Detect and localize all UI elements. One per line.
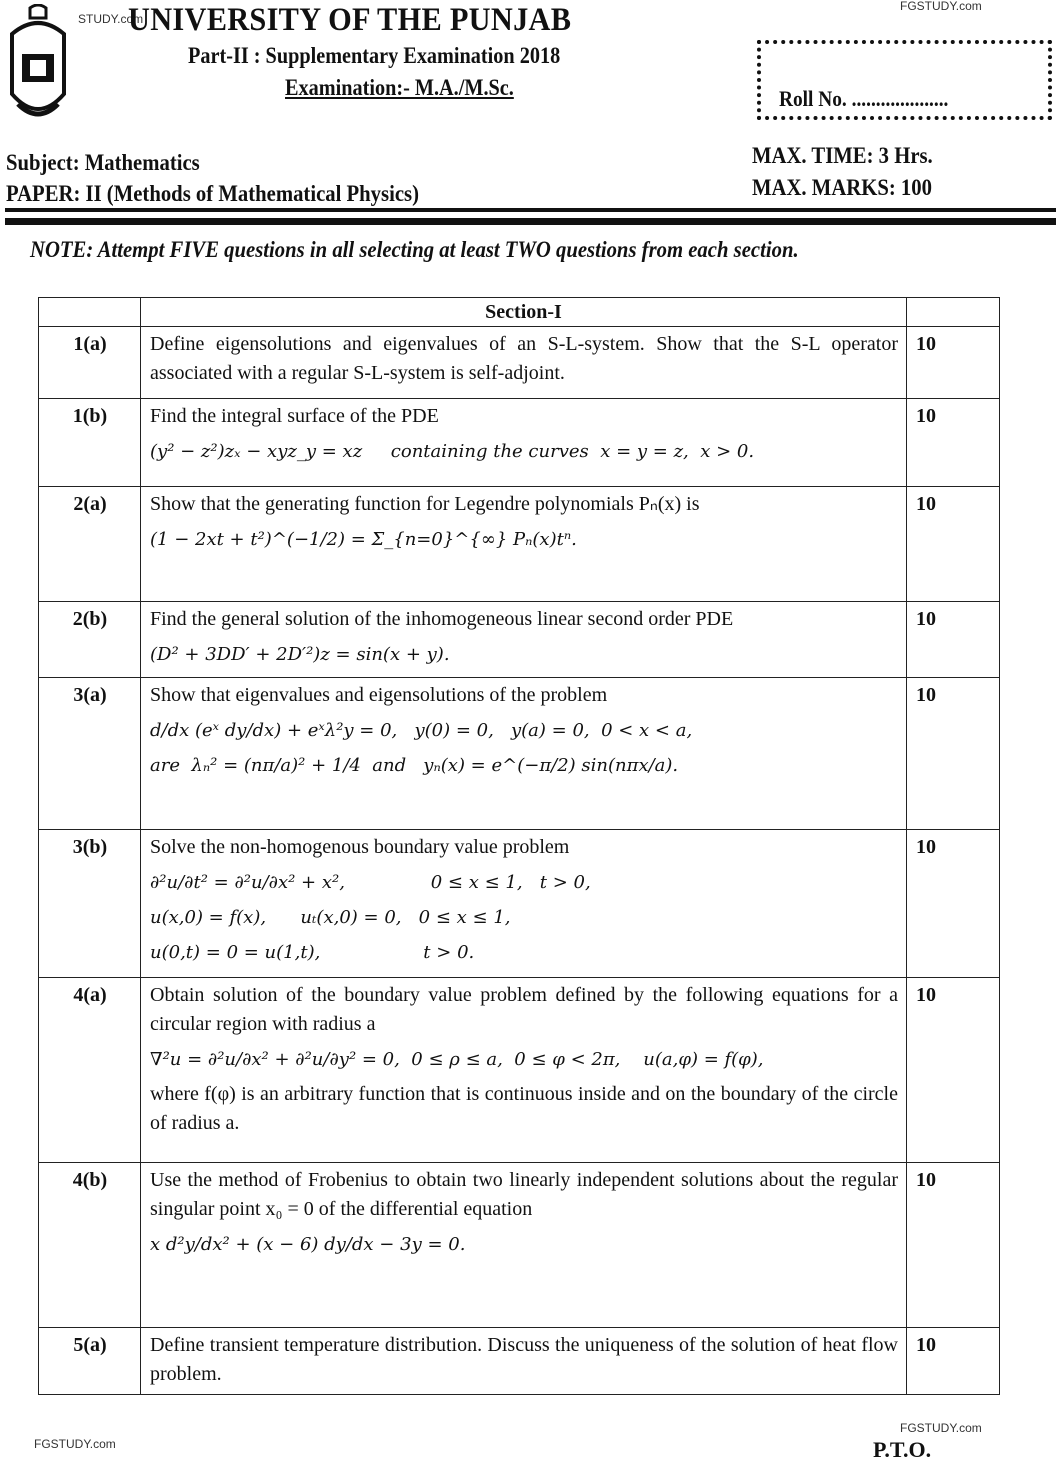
question-text [141,487,907,602]
question-number: 1(a) [39,327,141,399]
marks: 10 [907,1328,1000,1395]
university-title: UNIVERSITY OF THE PUNJAB [128,2,572,38]
marks: 10 [907,830,1000,978]
question-number: 2(b) [39,602,141,678]
question-number: 3(b) [39,830,141,978]
equation: ∂²u/∂t² = ∂²u/∂x² + x², 0 ≤ x ≤ 1, t > 0, [150,872,591,893]
divider [5,218,1056,225]
question-row [39,830,1000,978]
question-text [141,602,907,678]
question-number: 4(b) [39,1163,141,1328]
equation: u(x,0) = f(x), uₜ(x,0) = 0, 0 ≤ x ≤ 1, [150,907,511,928]
question-row [39,487,1000,602]
paper-title: PAPER: II (Methods of Mathematical Physics) [6,181,419,206]
divider [5,208,1056,212]
max-time: MAX. TIME: 3 Hrs. [752,143,933,168]
subject: Subject: Mathematics [6,150,200,175]
instructions-note: NOTE: Attempt FIVE questions in all selecting at least TWO questions from each section. [30,237,799,262]
question-number: 3(a) [39,678,141,830]
text-line: where f(φ) is an arbitrary function that is continuous inside and on the boundary of the circle of radius a. [150,1083,898,1134]
question-text [141,399,907,487]
text-line: Use the method of Frobenius to obtain two linearly independent solutions about the regular singular point x₀ = 0 of the differential equation [150,1169,898,1220]
equation: x d²y/dx² + (x − 6) dy/dx − 3y = 0. [150,1234,466,1255]
question-row [39,602,1000,678]
university-crest-logo [4,4,72,144]
equation: ∇²u = ∂²u/∂x² + ∂²u/∂y² = 0, 0 ≤ ρ ≤ a, 0 ≤ φ < 2π, u(a,φ) = f(φ), [150,1049,764,1070]
roll-number-field: Roll No. .................... [779,86,949,111]
equation: (1 − 2xt + t²)^(−1/2) = Σ_{n=0}^{∞} Pₙ(x)tⁿ. [150,529,577,550]
question-text [141,1328,907,1395]
questions-table [38,297,1000,1395]
watermark: STUDY.com [78,12,144,26]
marks: 10 [907,678,1000,830]
question-text [141,978,907,1163]
question-row [39,1328,1000,1395]
text-line: Solve the non-homogenous boundary value problem [150,836,570,858]
examination-name: Examination:- M.A./M.Sc. [285,75,514,100]
marks: 10 [907,487,1000,602]
max-marks: MAX. MARKS: 100 [752,175,932,200]
text-line: Show that the generating function for Legendre polynomials Pₙ(x) is [150,493,700,515]
equation: u(0,t) = 0 = u(1,t), t > 0. [150,942,475,963]
marks: 10 [907,1163,1000,1328]
question-number: 5(a) [39,1328,141,1395]
watermark: FGSTUDY.com [34,1437,116,1451]
roll-number-box [757,40,1052,120]
equation: are λₙ² = (nπ/a)² + 1/4 and yₙ(x) = e^(−π/2) sin(nπx/a). [150,755,679,776]
text-line: Find the general solution of the inhomogeneous linear second order PDE [150,608,734,630]
text-line: Obtain solution of the boundary value problem defined by the following equations for a circular region with radius a [150,984,898,1035]
question-row [39,678,1000,830]
question-text [141,327,907,399]
text-line: Show that eigenvalues and eigensolutions of the problem [150,684,608,706]
marks: 10 [907,327,1000,399]
text-line: Define eigensolutions and eigenvalues of an S-L-system. Show that the S-L operator associated with a regular S-L-system is self-adjoint. [150,333,898,384]
question-row [39,327,1000,399]
text-line: Find the integral surface of the PDE [150,405,439,427]
question-text [141,678,907,830]
equation: (D² + 3DD′ + 2D′²)z = sin(x + y). [150,644,450,665]
watermark: FGSTUDY.com [900,0,982,13]
equation: d/dx (eˣ dy/dx) + eˣλ²y = 0, y(0) = 0, y(a) = 0, 0 < x < a, [150,720,693,741]
exam-part: Part-II : Supplementary Examination 2018 [188,43,561,68]
header-cell [907,298,1000,327]
question-text [141,1163,907,1328]
please-turn-over: P.T.O. [873,1437,932,1462]
question-number: 1(b) [39,399,141,487]
question-number: 4(a) [39,978,141,1163]
question-text [141,830,907,978]
question-row [39,399,1000,487]
marks: 10 [907,399,1000,487]
header-cell [39,298,141,327]
marks: 10 [907,978,1000,1163]
equation: (y² − z²)zₓ − xyz_y = xz containing the curves x = y = z, x > 0. [150,441,755,462]
text-line: Define transient temperature distribution. Discuss the uniqueness of the solution of heat flow problem. [150,1334,898,1385]
question-row [39,978,1000,1163]
question-number: 2(a) [39,487,141,602]
question-row [39,1163,1000,1328]
section-heading: Section-I [141,298,907,327]
watermark: FGSTUDY.com [900,1421,982,1435]
marks: 10 [907,602,1000,678]
